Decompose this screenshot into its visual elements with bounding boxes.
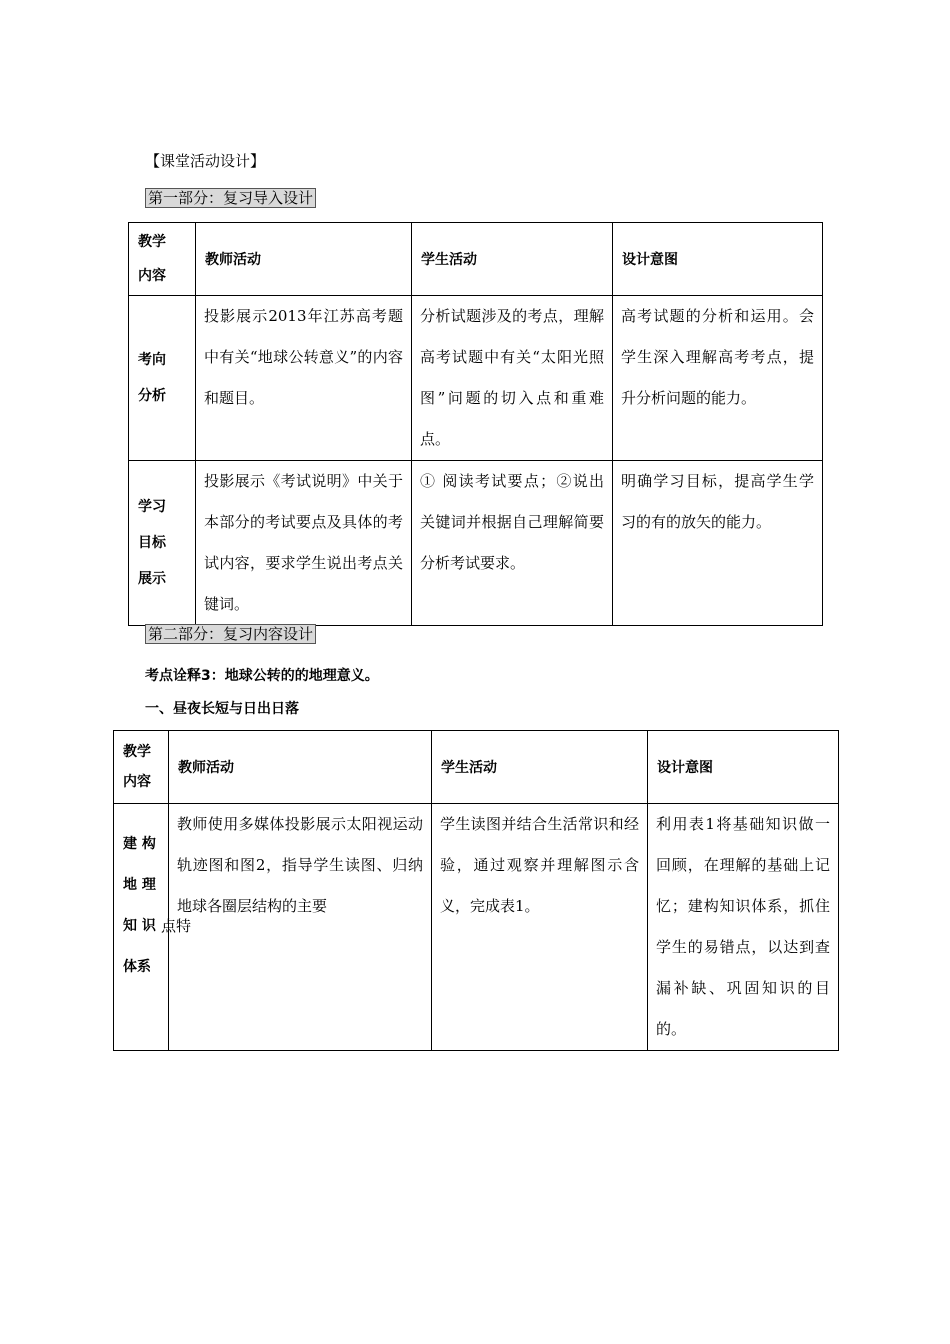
table-review-intro <box>128 222 823 626</box>
part-two-label <box>145 625 316 643</box>
student-activity: 学生读图并结合生活常识和经验，通过观察并理解图示含义，完成表1。 <box>432 804 648 1051</box>
row-label <box>129 296 196 461</box>
table-row <box>129 461 823 626</box>
row-label <box>114 804 192 1051</box>
row-label-line2: 地 理 <box>123 877 156 893</box>
table-header-row <box>129 223 823 296</box>
row-label-line1: 学习 <box>138 499 166 515</box>
header-teacher: 教师活动 <box>196 223 412 296</box>
header-student: 学生活动 <box>432 731 648 804</box>
table-review-content <box>113 730 839 1051</box>
table-row <box>114 804 839 1051</box>
header-content <box>114 731 169 804</box>
design-intent: 利用表1将基础知识做一回顾，在理解的基础上记忆；建构知识体系，抓住学生的易错点，以达到查漏补缺、巩固知识的目的。 <box>648 804 839 1051</box>
student-activity: 分析试题涉及的考点，理解高考试题中有关“太阳光照图”问题的切入点和重难点。 <box>412 296 613 461</box>
header-content-line2: 内容 <box>138 268 166 284</box>
header-content-line1: 教学 <box>123 744 151 760</box>
row-label-line3: 展示 <box>138 571 166 587</box>
row-label <box>129 461 196 626</box>
subtopic-heading: 一、昼夜长短与日出日落 <box>145 701 299 717</box>
header-teacher: 教师活动 <box>169 731 432 804</box>
row-label-line2: 目标 <box>138 535 166 551</box>
topic-heading: 考点诠释3：地球公转的的地理意义。 <box>145 668 379 684</box>
design-intent: 高考试题的分析和运用。会学生深入理解高考考点，提升分析问题的能力。 <box>613 296 823 461</box>
part-one-label <box>145 189 316 207</box>
design-intent: 明确学习目标，提高学生学习的有的放矢的能力。 <box>613 461 823 626</box>
part-one-label-text: 第一部分：复习导入设计 <box>145 188 316 208</box>
row-label-line3-wrap <box>123 906 192 947</box>
row-label-line3: 知 识 <box>123 918 156 934</box>
table-header-row <box>114 731 839 804</box>
header-content <box>129 223 196 296</box>
teacher-activity: 教师使用多媒体投影展示太阳视运动轨迹图和图2，指导学生读图、归纳地球各圈层结构的主要 <box>169 804 432 1051</box>
row-label-line4: 体系 <box>123 959 151 975</box>
table-row <box>129 296 823 461</box>
header-content-line2: 内容 <box>123 774 151 790</box>
header-intent: 设计意图 <box>648 731 839 804</box>
row-label-line1: 考向 <box>138 352 166 368</box>
row-label-line2: 分析 <box>138 388 166 404</box>
teacher-activity: 投影展示《考试说明》中关于本部分的考试要点及具体的考试内容，要求学生说出考点关键词。 <box>196 461 412 626</box>
part-two-label-text: 第二部分：复习内容设计 <box>145 624 316 644</box>
student-activity: ① 阅读考试要点；②说出关键词并根据自己理解简要分析考试要求。 <box>412 461 613 626</box>
overlap-text: 点特 <box>161 917 192 935</box>
teacher-activity: 投影展示2013年江苏高考题中有关“地球公转意义”的内容和题目。 <box>196 296 412 461</box>
section-heading: 【课堂活动设计】 <box>145 152 266 170</box>
header-student: 学生活动 <box>412 223 613 296</box>
header-intent: 设计意图 <box>613 223 823 296</box>
row-label-line1: 建 构 <box>123 836 156 852</box>
header-content-line1: 教学 <box>138 234 166 250</box>
